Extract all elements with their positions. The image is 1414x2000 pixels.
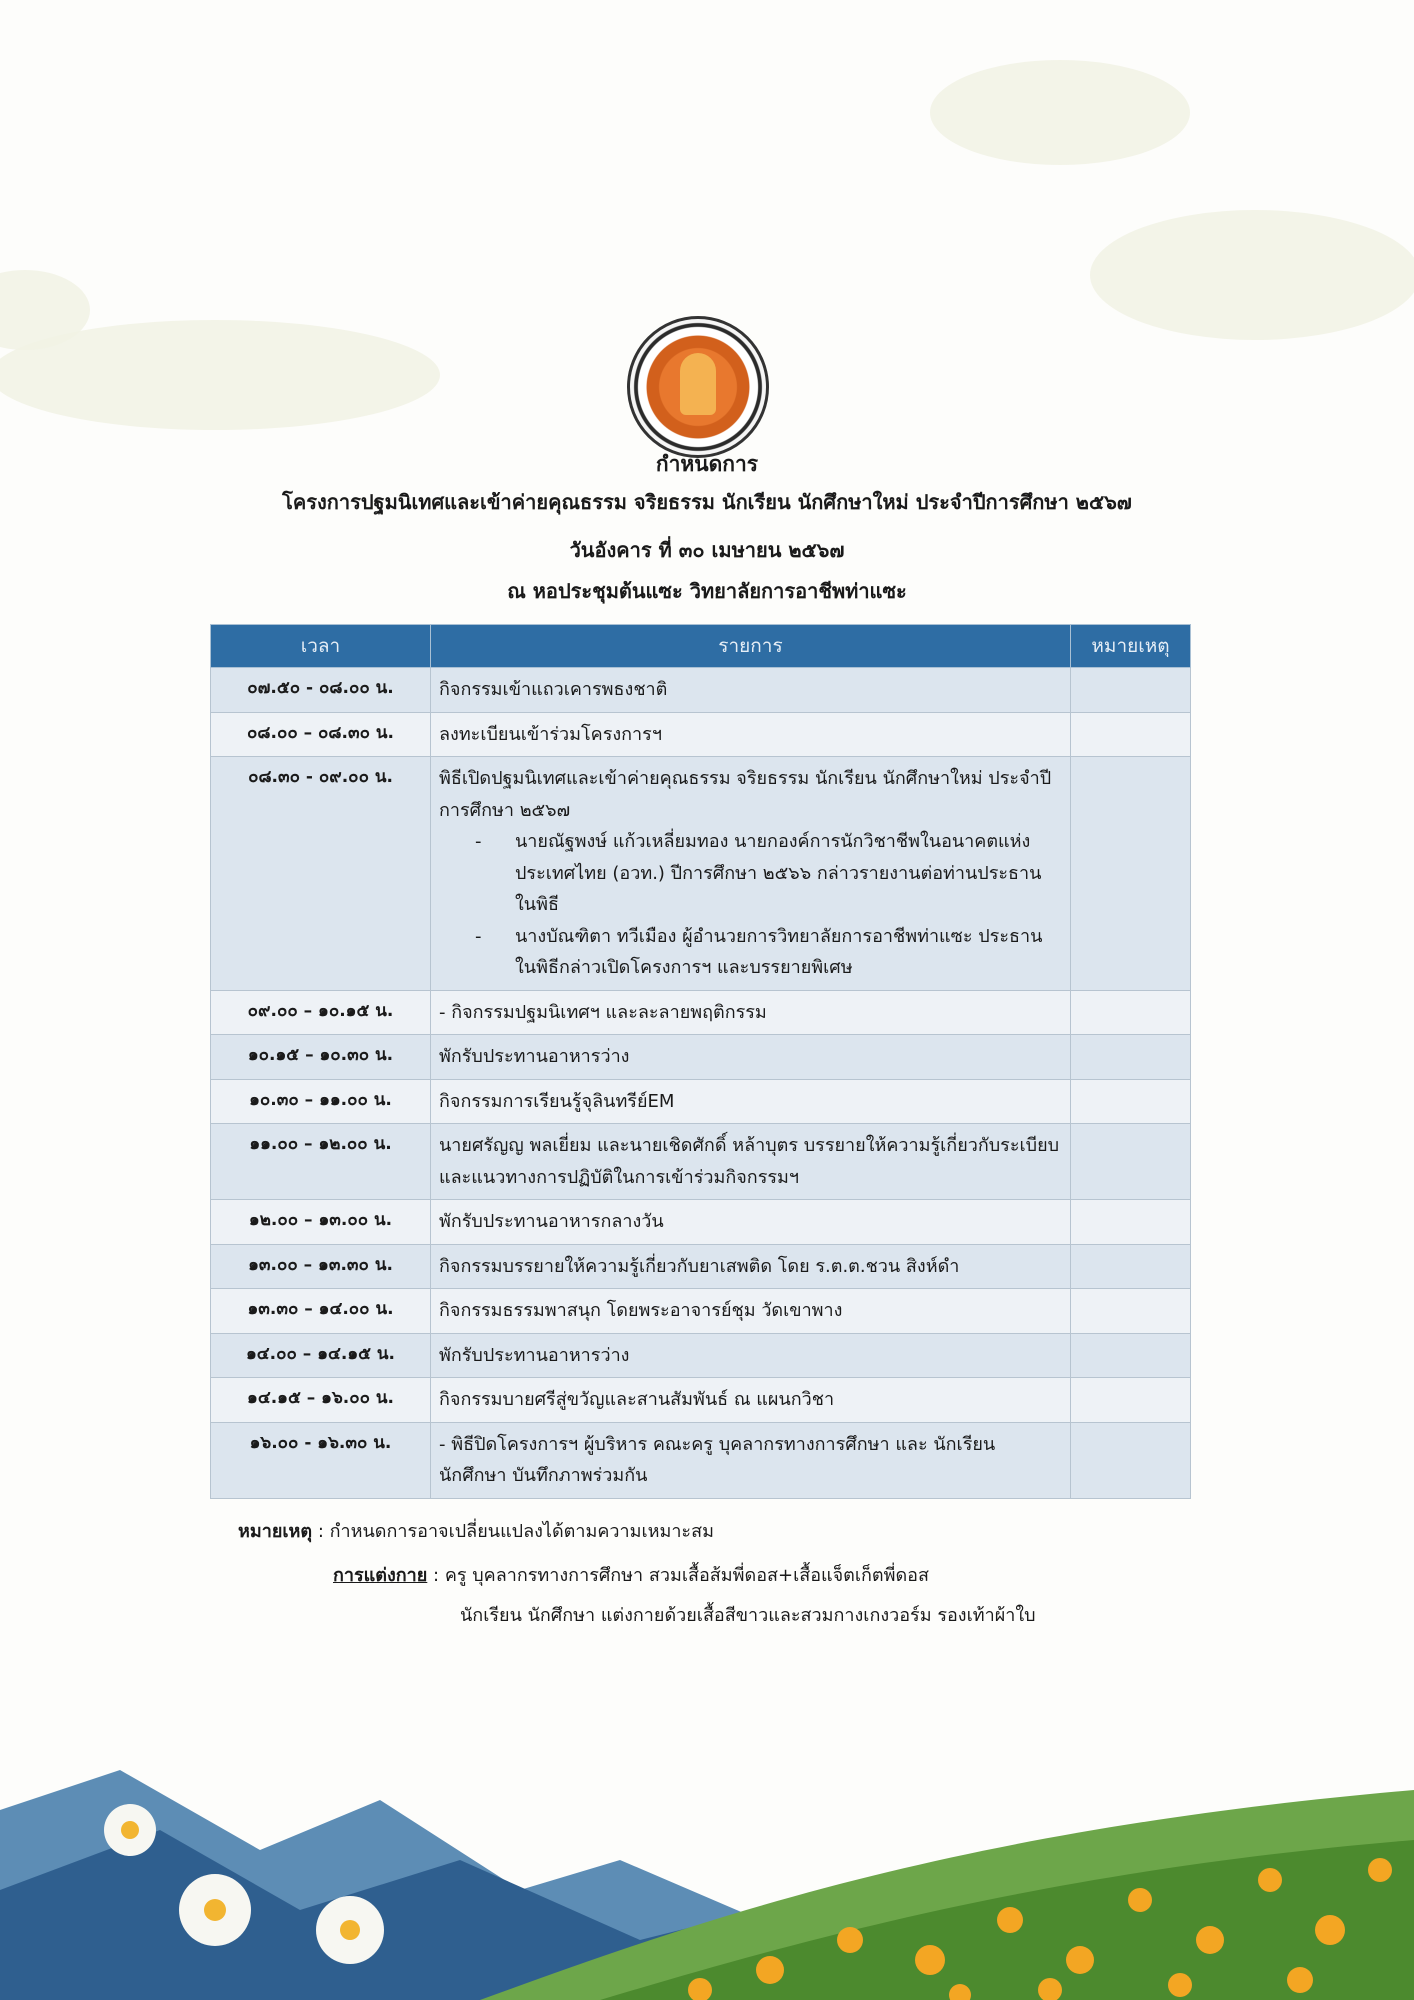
- table-row: [211, 990, 1191, 1035]
- row-note: [1071, 1200, 1191, 1245]
- row-time: ๑๔.๐๐ – ๑๔.๑๕ น.: [211, 1333, 431, 1378]
- dress-code-label: การแต่งกาย: [333, 1565, 428, 1586]
- row-item: ลงทะเบียนเข้าร่วมโครงการฯ: [431, 712, 1071, 757]
- row-item: พักรับประทานอาหารว่าง: [431, 1333, 1071, 1378]
- table-row: [211, 1333, 1191, 1378]
- table-row: [211, 757, 1191, 991]
- table-row: [211, 1079, 1191, 1124]
- row-time: ๑๒.๐๐ – ๑๓.๐๐ น.: [211, 1200, 431, 1245]
- row-item: - พิธีปิดโครงการฯ ผู้บริหาร คณะครู บุคลากรทางการศึกษา และ นักเรียน นักศึกษา บันทึกภาพร่วมกัน: [431, 1422, 1071, 1498]
- table-row: [211, 1035, 1191, 1080]
- institution-seal-logo: [627, 316, 769, 458]
- row-item: - กิจกรรมปฐมนิเทศฯ และละลายพฤติกรรม: [431, 990, 1071, 1035]
- event-date: วันอังคาร ที่ ๓๐ เมษายน ๒๕๖๗: [569, 538, 845, 562]
- row-note: [1071, 1035, 1191, 1080]
- schedule-table: [210, 624, 1191, 1499]
- ceremony-speakers-list: [439, 826, 1062, 984]
- row-time: ๑๐.๓๐ – ๑๑.๐๐ น.: [211, 1079, 431, 1124]
- row-note: [1071, 1244, 1191, 1289]
- page-title: กำหนดการ: [655, 452, 759, 476]
- table-row: [211, 1200, 1191, 1245]
- row-time: ๑๔.๑๕ – ๑๖.๐๐ น.: [211, 1378, 431, 1423]
- row-note: [1071, 1079, 1191, 1124]
- row-note: [1071, 990, 1191, 1035]
- row-time: ๐๘.๓๐ - ๐๙.๐๐ น.: [211, 757, 431, 991]
- table-row: [211, 1124, 1191, 1200]
- project-title: โครงการปฐมนิเทศและเข้าค่ายคุณธรรม จริยธรรม นักเรียน นักศึกษาใหม่ ประจำปีการศึกษา ๒๕๖๗: [282, 490, 1132, 514]
- dress-code-staff: : ครู บุคลากรทางการศึกษา สวมเสื้อส้มพี่ดอส+เสื้อแจ็ตเก็ตพี่ดอส: [427, 1565, 929, 1586]
- table-row: [211, 668, 1191, 713]
- row-item: พิธีเปิดปฐมนิเทศและเข้าค่ายคุณธรรม จริยธรรม นักเรียน นักศึกษาใหม่ ประจำปีการศึกษา ๒๕๖๗: [439, 768, 1052, 821]
- row-item: พักรับประทานอาหารกลางวัน: [431, 1200, 1071, 1245]
- header-time: เวลา: [211, 625, 431, 668]
- table-header-row: [211, 625, 1191, 668]
- row-time: ๐๘.๐๐ – ๐๘.๓๐ น.: [211, 712, 431, 757]
- row-note: [1071, 757, 1191, 991]
- table-row: [211, 712, 1191, 757]
- row-time: ๑๑.๐๐ – ๑๒.๐๐ น.: [211, 1124, 431, 1200]
- list-item: - นายณัฐพงษ์ แก้วเหลี่ยมทอง นายกองค์การนักวิชาชีพในอนาคตแห่งประเทศไทย (อวท.) ปีการศึกษา ๒๕๖๖ กล่าวรายงานต่อท่านประธานในพิธี: [475, 826, 1062, 921]
- dress-code-students: นักเรียน นักศึกษา แต่งกายด้วยเสื้อสีขาวและสวมกางเกงวอร์ม รองเท้าผ้าใบ: [460, 1605, 1036, 1626]
- table-row: [211, 1244, 1191, 1289]
- row-time: ๑๐.๑๕ – ๑๐.๓๐ น.: [211, 1035, 431, 1080]
- row-time: ๑๖.๐๐ - ๑๖.๓๐ น.: [211, 1422, 431, 1498]
- row-note: [1071, 668, 1191, 713]
- landscape-illustration: [0, 1770, 1414, 2000]
- row-item: กิจกรรมการเรียนรู้จุลินทรีย์EM: [431, 1079, 1071, 1124]
- row-item: กิจกรรมบรรยายให้ความรู้เกี่ยวกับยาเสพติด โดย ร.ต.ต.ชวน สิงห์ดำ: [431, 1244, 1071, 1289]
- row-item: กิจกรรมบายศรีสู่ขวัญและสานสัมพันธ์ ณ แผนกวิชา: [431, 1378, 1071, 1423]
- remark-text: : กำหนดการอาจเปลี่ยนแปลงได้ตามความเหมาะสม: [312, 1521, 714, 1542]
- row-time: ๐๙.๐๐ – ๑๐.๑๕ น.: [211, 990, 431, 1035]
- row-time: ๑๓.๐๐ – ๑๓.๓๐ น.: [211, 1244, 431, 1289]
- row-item: พักรับประทานอาหารว่าง: [431, 1035, 1071, 1080]
- row-item: กิจกรรมเข้าแถวเคารพธงชาติ: [431, 668, 1071, 713]
- remark-note: [238, 1516, 714, 1545]
- table-row: [211, 1289, 1191, 1334]
- table-row: [211, 1422, 1191, 1498]
- dress-code-note: [333, 1560, 929, 1589]
- cloud-top-right: [930, 60, 1190, 165]
- row-note: [1071, 1333, 1191, 1378]
- table-row: [211, 1378, 1191, 1423]
- row-item: นายศรัญญ พลเยี่ยม และนายเชิดศักดิ์ หล้าบุตร บรรยายให้ความรู้เกี่ยวกับระเบียบและแนวทางการปฏิบัติในการเข้าร่วมกิจกรรมฯ: [431, 1124, 1071, 1200]
- header-item: รายการ: [431, 625, 1071, 668]
- row-note: [1071, 712, 1191, 757]
- list-item: - นางบัณฑิตา ทวีเมือง ผู้อำนวยการวิทยาลัยการอาชีพท่าแซะ ประธานในพิธีกล่าวเปิดโครงการฯ และบรรยายพิเศษ: [475, 921, 1062, 984]
- row-item-opening-ceremony: [431, 757, 1071, 991]
- row-time: ๑๓.๓๐ – ๑๔.๐๐ น.: [211, 1289, 431, 1334]
- remark-label: หมายเหตุ: [238, 1521, 313, 1542]
- seal-emblem-figure: [680, 353, 716, 415]
- row-note: [1071, 1289, 1191, 1334]
- row-note: [1071, 1422, 1191, 1498]
- row-item: กิจกรรมธรรมพาสนุก โดยพระอาจารย์ชุม วัดเขาพาง: [431, 1289, 1071, 1334]
- row-time: ๐๗.๕๐ - ๐๘.๐๐ น.: [211, 668, 431, 713]
- event-venue: ณ หอประชุมต้นแซะ วิทยาลัยการอาชีพท่าแซะ: [507, 579, 907, 603]
- row-note: [1071, 1124, 1191, 1200]
- header-note: หมายเหตุ: [1071, 625, 1191, 668]
- row-note: [1071, 1378, 1191, 1423]
- cloud-right: [1090, 210, 1414, 340]
